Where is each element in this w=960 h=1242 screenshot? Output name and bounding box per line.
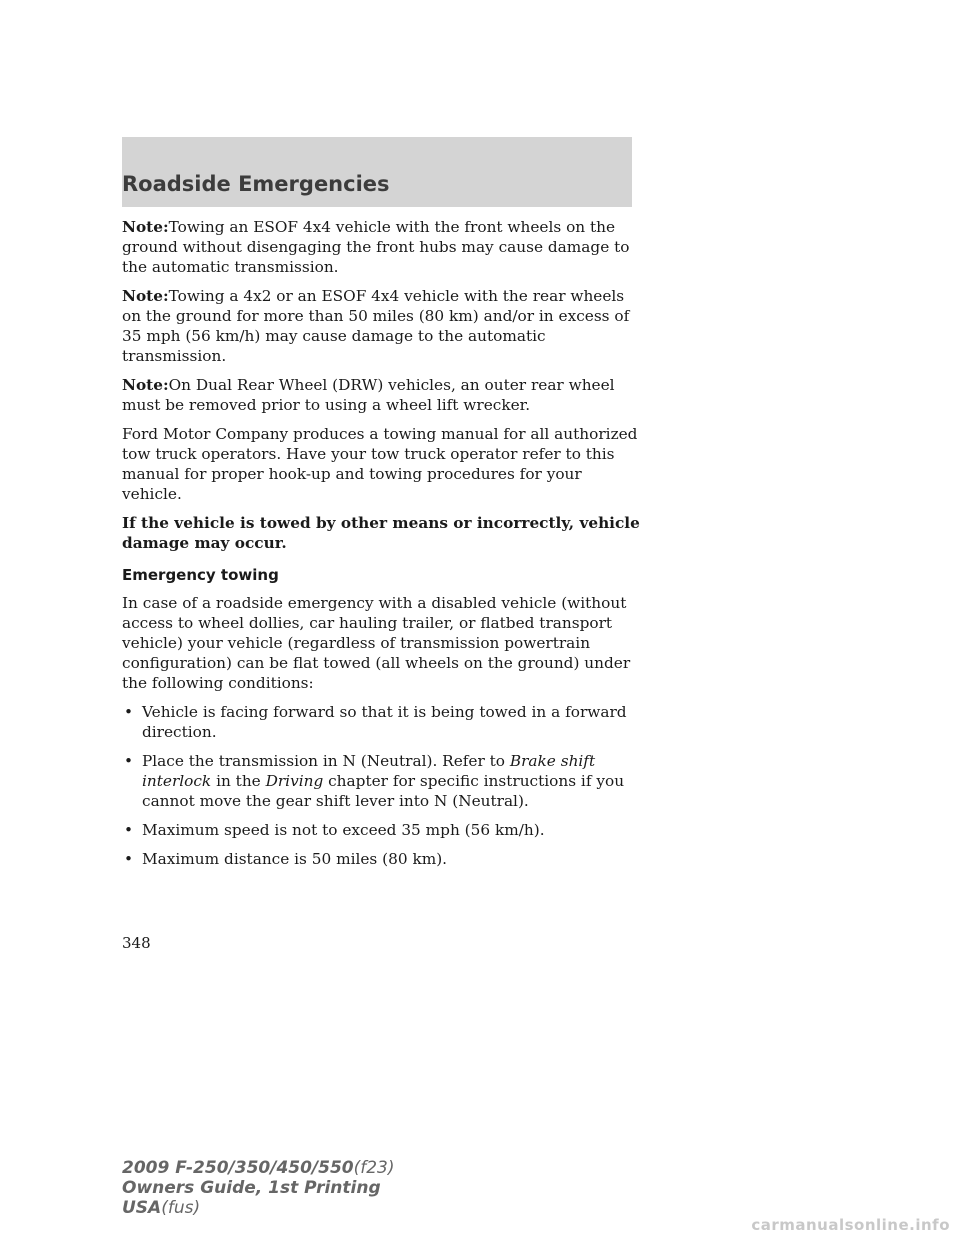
conditions-list	[122, 702, 642, 869]
note-paragraph	[122, 375, 642, 415]
cross-reference: Brake shift interlock	[142, 752, 596, 790]
bullet-icon: •	[124, 850, 134, 868]
market-code: (fus)	[161, 1198, 201, 1218]
list-item-text: chapter for specific instructions if you cannot move the gear shift lever into N (Neutral).	[142, 772, 625, 810]
note-paragraph	[122, 217, 642, 277]
list-item-text: Vehicle is facing forward so that it is being towed in a forward direction.	[142, 703, 627, 741]
bullet-icon: •	[124, 752, 134, 770]
market-name: USA	[122, 1198, 162, 1218]
model-name: 2009 F-250/350/450/550	[122, 1158, 354, 1178]
page-number: 348	[122, 934, 151, 952]
emergency-towing-heading: Emergency towing	[122, 566, 279, 584]
list-item	[122, 849, 642, 869]
emergency-towing-intro: In case of a roadside emergency with a disabled vehicle (without access to wheel dollies, car hauling trailer, or flatbed transport vehicle) your vehicle (regardless of transmission powertrain configuration) can be flat towed (all wheels on the ground) under the following conditions:	[122, 594, 631, 692]
cross-reference: Driving	[265, 772, 324, 790]
list-item-text: Place the transmission in N (Neutral). Refer to	[142, 752, 510, 770]
note-label: Note:	[122, 376, 169, 394]
model-code: (f23)	[353, 1158, 395, 1178]
note-paragraph	[122, 286, 642, 366]
note-text: On Dual Rear Wheel (DRW) vehicles, an outer rear wheel must be removed prior to using a wheel lift wrecker.	[122, 376, 615, 414]
footer-line	[122, 1158, 395, 1178]
list-item-text: in the	[211, 772, 266, 790]
towing-manual-paragraph: Ford Motor Company produces a towing manual for all authorized tow truck operators. Have your tow truck operator refer to this manual for proper hook-up and towing procedures for your vehicle.	[122, 425, 638, 503]
bullet-icon: •	[124, 703, 134, 721]
watermark: carmanualsonline.info	[751, 1216, 950, 1234]
page-content	[122, 217, 642, 878]
footer-line	[122, 1198, 395, 1218]
list-item-text: Maximum distance is 50 miles (80 km).	[142, 850, 448, 868]
bullet-icon: •	[124, 821, 134, 839]
document-footer	[122, 1158, 395, 1218]
list-item	[122, 751, 642, 811]
note-text: Towing an ESOF 4x4 vehicle with the front wheels on the ground without disengaging the front hubs may cause damage to the automatic transmission.	[122, 218, 630, 276]
footer-line: Owners Guide, 1st Printing	[122, 1178, 381, 1198]
note-text: Towing a 4x2 or an ESOF 4x4 vehicle with the rear wheels on the ground for more than 50 miles (80 km) and/or in excess of 35 mph (56 km/h) may cause damage to the automatic transmission.	[122, 287, 630, 365]
list-item	[122, 820, 642, 840]
damage-warning: If the vehicle is towed by other means or incorrectly, vehicle damage may occur.	[122, 514, 640, 552]
list-item	[122, 702, 642, 742]
note-label: Note:	[122, 287, 169, 305]
section-title: Roadside Emergencies	[122, 172, 390, 196]
list-item-text: Maximum speed is not to exceed 35 mph (56 km/h).	[142, 821, 545, 839]
note-label: Note:	[122, 218, 169, 236]
